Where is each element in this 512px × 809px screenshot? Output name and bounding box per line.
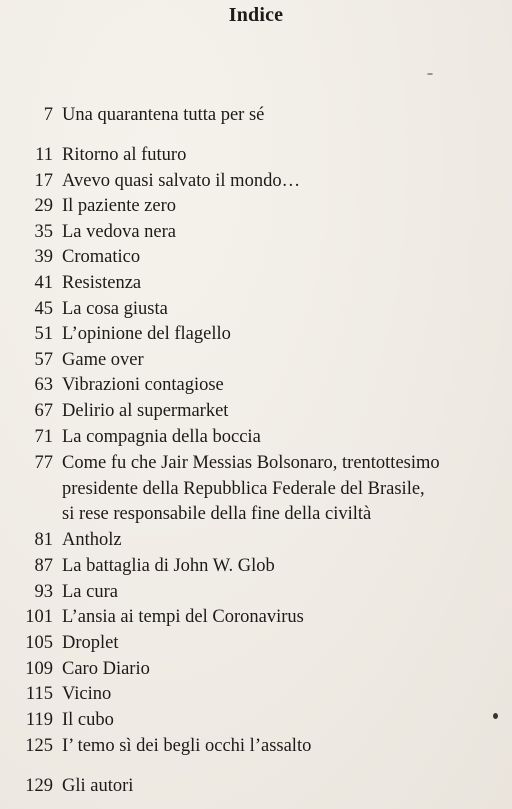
toc-page-number: 57 <box>34 350 53 370</box>
toc-entry-title-line: I’ temo sì dei begli occhi l’assalto <box>62 736 312 756</box>
toc-entry-title-line: Delirio al supermarket <box>62 401 229 421</box>
toc-entry-title <box>62 103 264 129</box>
toc-page-number: 105 <box>25 633 53 653</box>
toc-entry-title-line: L’ansia ai tempi del Coronavirus <box>62 607 304 627</box>
toc-page-number: 7 <box>43 105 53 125</box>
toc-entry-title-line: presidente della Repubblica Federale del Brasile, <box>62 478 425 499</box>
toc-page-number: 67 <box>34 401 53 421</box>
toc-entry-title <box>62 169 300 195</box>
paper-speck <box>493 713 498 719</box>
toc-page-number: 77 <box>34 453 53 473</box>
toc-entry-title <box>62 631 119 657</box>
toc-entry-title <box>62 220 176 246</box>
toc-entry-title-line: si rese responsabile della fine della civiltà <box>62 504 372 524</box>
toc-entry-title-line: La battaglia di John W. Glob <box>62 556 275 576</box>
toc-entry-title-line: Resistenza <box>62 273 142 293</box>
toc-page-number: 81 <box>34 530 53 550</box>
toc-entry-title <box>62 373 224 399</box>
toc-entry-title <box>62 425 261 451</box>
toc-entry-title <box>62 348 144 374</box>
toc-entry-title-line: Antholz <box>62 530 122 550</box>
toc-entry-title <box>62 297 168 323</box>
toc-entry-title <box>62 271 141 297</box>
page-title: Indice <box>228 4 284 26</box>
toc-entry-title <box>62 605 304 631</box>
toc-page-number: 115 <box>25 684 53 704</box>
toc-page-number: 119 <box>25 710 53 730</box>
toc-page-number: 51 <box>34 324 53 344</box>
toc-entry-title-line: La vedova nera <box>62 222 177 242</box>
toc-entry-title-line: Come fu che Jair Messias Bolsonaro, trentottesimo <box>62 453 440 473</box>
toc-entry-title <box>62 245 140 271</box>
toc-page-number: 101 <box>25 607 53 627</box>
toc-entry-title <box>62 322 231 348</box>
toc-entry-title-line: La cura <box>62 582 118 602</box>
toc-entry-title <box>62 657 150 683</box>
toc-page-number: 109 <box>25 659 53 679</box>
toc-entry-title-line: Ritorno al futuro <box>62 145 187 165</box>
toc-page-number: 35 <box>34 222 53 242</box>
toc-entry-title-line: Gli autori <box>62 776 134 796</box>
toc-entry-title-line: Il paziente zero <box>62 196 177 216</box>
toc-page-number: 41 <box>34 273 53 293</box>
toc-entry-title-line: La compagnia della boccia <box>62 427 261 447</box>
toc-page-number: 129 <box>25 776 53 796</box>
toc-page-number: 125 <box>25 736 53 756</box>
toc-entry-title <box>62 399 228 425</box>
toc-entry-title <box>62 774 133 800</box>
toc-entry-title <box>62 708 114 734</box>
toc-page-number: 87 <box>34 556 53 576</box>
toc-page-number: 63 <box>34 375 53 395</box>
toc-entry-title <box>62 143 186 169</box>
toc-entry-title <box>62 682 111 708</box>
toc-page-number: 11 <box>35 145 53 165</box>
toc-entry-title-line: Vibrazioni contagiose <box>62 375 224 395</box>
toc-page-number: 29 <box>34 196 53 216</box>
toc-entry-title <box>62 451 440 528</box>
toc-entry-title-line: La cosa giusta <box>62 299 168 319</box>
toc-entry-title-line: L’opinione del flagello <box>62 324 231 344</box>
toc-entry-title-line: Il cubo <box>62 710 114 730</box>
toc-entry-title-line: Vicino <box>62 684 112 704</box>
toc-entry-title <box>62 194 176 220</box>
toc-entry-title-line: Avevo quasi salvato il mondo… <box>62 171 301 191</box>
paper-speck <box>427 73 433 75</box>
toc-entry-title <box>62 580 118 606</box>
toc-page-number: 93 <box>34 582 53 602</box>
toc-entry-title-line: Caro Diario <box>62 659 150 679</box>
toc-entry-title-line: Droplet <box>62 633 119 653</box>
toc-entry-title-line: Una quarantena tutta per sé <box>62 105 265 125</box>
toc-entry-title-line: Game over <box>62 350 144 370</box>
toc-entry-title <box>62 528 122 554</box>
toc-page-number: 39 <box>34 247 53 267</box>
toc-entry-title-line: Cromatico <box>62 247 141 267</box>
toc-page-number: 71 <box>34 427 53 447</box>
toc-page-number: 45 <box>34 299 53 319</box>
toc-page-number: 17 <box>34 171 53 191</box>
toc-entry-title <box>62 554 275 580</box>
toc-entry-title <box>62 734 311 760</box>
